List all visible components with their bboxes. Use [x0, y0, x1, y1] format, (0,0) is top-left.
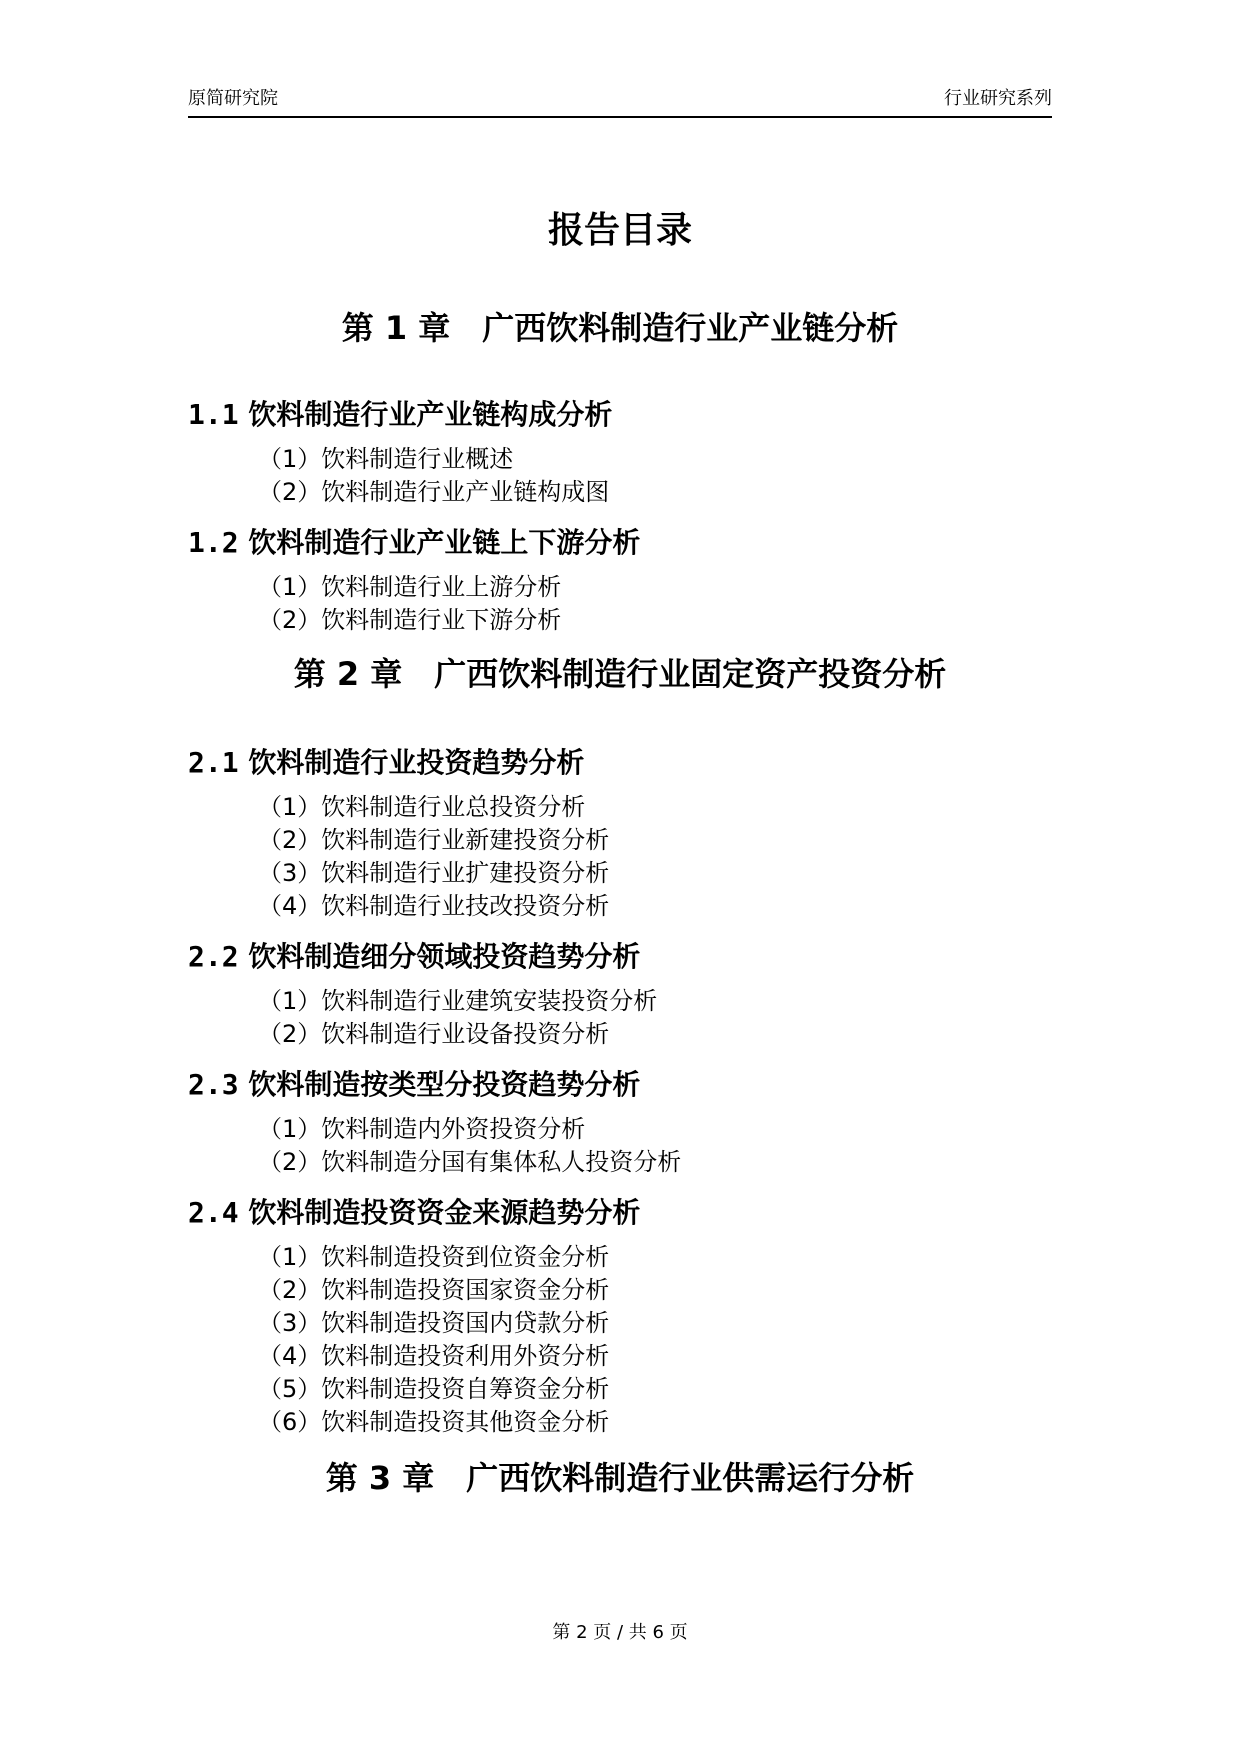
toc-item: （6）饮料制造投资其他资金分析 [258, 1408, 610, 1436]
section-2-4 [188, 1191, 1052, 1439]
toc-content [188, 202, 1052, 1499]
section-label: 饮料制造投资资金来源趋势分析 [248, 1196, 641, 1229]
toc-item: （2）饮料制造行业设备投资分析 [258, 1020, 610, 1048]
toc-item: （2）饮料制造行业新建投资分析 [258, 826, 610, 854]
section-1-1 [188, 393, 1052, 509]
chapter-3-title: 第 3 章 广西饮料制造行业供需运行分析 [325, 1459, 915, 1497]
toc-item: （1）饮料制造投资到位资金分析 [258, 1243, 610, 1271]
section-2-2 [188, 935, 1052, 1051]
section-label: 饮料制造按类型分投资趋势分析 [248, 1068, 641, 1101]
toc-item: （2）饮料制造行业产业链构成图 [258, 478, 610, 506]
chapter-2-title: 第 2 章 广西饮料制造行业固定资产投资分析 [293, 655, 947, 693]
toc-item: （1）饮料制造行业总投资分析 [258, 793, 586, 821]
toc-item: （1）饮料制造行业上游分析 [258, 573, 562, 601]
section-items [188, 443, 1052, 509]
section-items [188, 791, 1052, 923]
section-number: 1.1 [188, 398, 239, 431]
section-label: 饮料制造行业产业链上下游分析 [248, 526, 641, 559]
section-items [188, 571, 1052, 637]
toc-item: （1）饮料制造内外资投资分析 [258, 1115, 586, 1143]
chapter-1-title: 第 1 章 广西饮料制造行业产业链分析 [341, 309, 899, 347]
section-items [188, 1113, 1052, 1179]
header-left-text: 原简研究院 [188, 88, 278, 109]
section-title [188, 935, 1052, 975]
section-number: 2.4 [188, 1196, 239, 1229]
section-label: 饮料制造细分领域投资趋势分析 [248, 940, 641, 973]
toc-item: （3）饮料制造投资国内贷款分析 [258, 1309, 610, 1337]
toc-item: （3）饮料制造行业扩建投资分析 [258, 859, 610, 887]
toc-item: （4）饮料制造投资利用外资分析 [258, 1342, 610, 1370]
page-footer: 第 2 页 / 共 6 页 [552, 1622, 688, 1643]
section-title [188, 1191, 1052, 1231]
section-title [188, 1063, 1052, 1103]
section-items [188, 985, 1052, 1051]
toc-item: （1）饮料制造行业建筑安装投资分析 [258, 987, 658, 1015]
section-1-2 [188, 521, 1052, 637]
toc-item: （5）饮料制造投资自筹资金分析 [258, 1375, 610, 1403]
section-title [188, 741, 1052, 781]
section-label: 饮料制造行业产业链构成分析 [248, 398, 613, 431]
section-number: 2.2 [188, 940, 239, 973]
toc-item: （1）饮料制造行业概述 [258, 445, 514, 473]
page-header [188, 86, 1052, 118]
section-2-1 [188, 741, 1052, 923]
header-right-text: 行业研究系列 [944, 88, 1052, 109]
toc-item: （2）饮料制造行业下游分析 [258, 606, 562, 634]
section-title [188, 393, 1052, 433]
section-number: 2.1 [188, 746, 239, 779]
section-2-3 [188, 1063, 1052, 1179]
toc-item: （2）饮料制造投资国家资金分析 [258, 1276, 610, 1304]
toc-item: （2）饮料制造分国有集体私人投资分析 [258, 1148, 682, 1176]
section-items [188, 1241, 1052, 1439]
section-number: 1.2 [188, 526, 239, 559]
section-title [188, 521, 1052, 561]
section-number: 2.3 [188, 1068, 239, 1101]
toc-item: （4）饮料制造行业技改投资分析 [258, 892, 610, 920]
section-label: 饮料制造行业投资趋势分析 [248, 746, 585, 779]
doc-title: 报告目录 [547, 210, 692, 251]
